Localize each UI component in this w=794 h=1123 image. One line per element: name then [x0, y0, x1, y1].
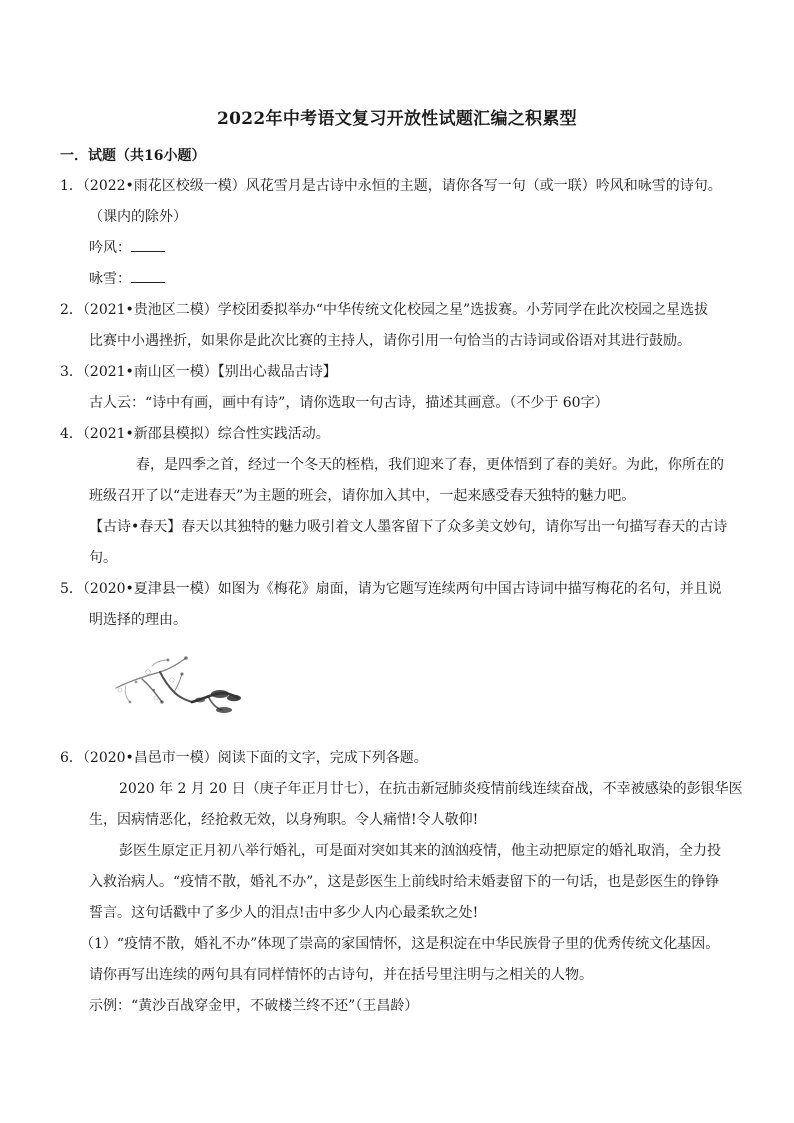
- q6-p1-line1: 2020 年 2 月 20 日（庚子年正月廿七），在抗击新冠肺炎疫情前线连续奋战，不幸被感染的彭银华医: [119, 781, 743, 797]
- q1-line2: （课内的除外）: [89, 209, 187, 225]
- q6-p2-line1: 彭医生原定正月初八举行婚礼，可是面对突如其来的汹汹疫情，他主动把原定的婚礼取消，全力投: [119, 843, 721, 859]
- q2-line2: 比赛中小遇挫折，如果你是此次比赛的主持人，请你引用一句恰当的古诗词或俗语对其进行鼓励。: [89, 333, 691, 349]
- q4-line2: 春，是四季之首，经过一个冬天的桎梏，我们迎来了春，更体悟到了春的美好。为此，你所在的: [136, 457, 724, 473]
- q2-line1: 2．（2021•贵池区二模）学校团委拟举办“中华传统文化校园之星”选拔赛。小芳同学在此次校园之星选拔: [60, 302, 709, 318]
- q6-p2-line3: 誓言。这句话戳中了多少人的泪点!击中多少人内心最柔软之处!: [89, 905, 479, 921]
- section-heading: 一．试题（共16小题）: [60, 148, 206, 164]
- q6-p1-line2: 生，因病情恶化，经抢救无效，以身殉职。令人痛惜!令人敬仰!: [89, 812, 479, 828]
- q6-p2-line2: 入救治病人。“疫情不散，婚礼不办”，这是彭医生上前线时给未婚妻留下的一句话，也是彭医生的铮铮: [89, 874, 720, 890]
- q4-line5: 句。: [89, 550, 117, 566]
- q4-line4: 【古诗•春天】春天以其独特的魅力吸引着文人墨客留下了众多美文妙句，请你写出一句描写春天的古诗: [89, 519, 728, 535]
- q1-snow-label: 咏雪：: [89, 271, 131, 287]
- q3-line2: 古人云：“诗中有画，画中有诗”，请你选取一句古诗，描述其画意。（不少于 60字）: [89, 395, 609, 411]
- q1-wind-answer: [89, 238, 165, 258]
- document-title: 2022年中考语文复习开放性试题汇编之积累型: [217, 109, 577, 129]
- q5-line2: 明选择的理由。: [89, 612, 187, 628]
- q1-wind-label: 吟风：: [89, 240, 131, 256]
- q5-line1: 5．（2020•夏津县一模）如图为《梅花》扇面，请为它题写连续两句中国古诗词中描写梅花的名句，并且说: [60, 581, 722, 597]
- q6-sub1-line2: 请你再写出连续的两句具有同样情怀的古诗句，并在括号里注明与之相关的人物。: [89, 967, 593, 983]
- q6-sub1-line1: （1）“疫情不散，婚礼不办”体现了崇高的家国情怀，这是积淀在中华民族骨子里的优秀传统文化基因。: [80, 936, 720, 952]
- q1-wind-blank[interactable]: [131, 238, 165, 252]
- q3-line1: 3．（2021•南山区一模）【别出心裁品古诗】: [60, 364, 337, 380]
- q1-snow-blank[interactable]: [131, 269, 165, 283]
- q4-line3: 班级召开了以“走进春天”为主题的班会，请你加入其中，一起来感受春天独特的魅力吧。: [89, 488, 636, 504]
- q4-line1: 4．（2021•新邵县模拟）综合性实践活动。: [60, 426, 330, 442]
- q6-line1: 6．（2020•昌邑市一模）阅读下面的文字，完成下列各题。: [60, 750, 428, 766]
- plum-blossom-painting: [112, 650, 262, 724]
- q1-line1: 1．（2022•雨花区校级一模）风花雪月是古诗中永恒的主题，请你各写一句（或一联）吟风和咏雪的诗句。: [60, 178, 722, 194]
- q6-example: 示例：“黄沙百战穿金甲，不破楼兰终不还”（王昌龄）: [89, 998, 419, 1014]
- q1-snow-answer: [89, 269, 165, 289]
